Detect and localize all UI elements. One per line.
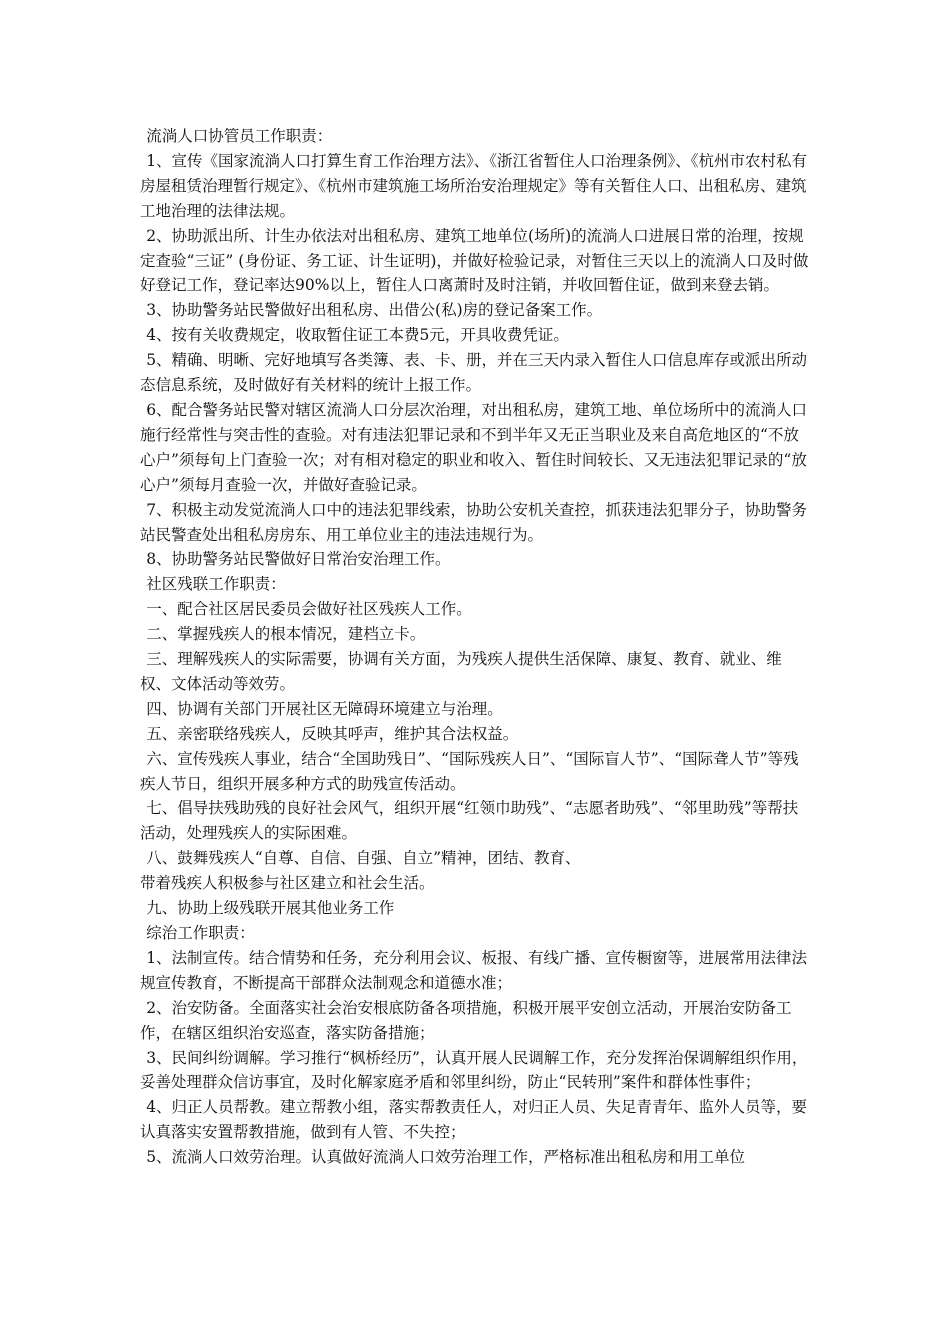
paragraph: 九、协助上级残联开展其他业务工作: [146, 899, 395, 918]
paragraph: 7、积极主动发觉流淌人口中的违法犯罪线索，协助公安机关查控，抓获违法犯罪分子，协助警务站民警查处出租私房房东、用工单位业主的违法违规行为。: [140, 500, 808, 544]
paragraph: 6、配合警务站民警对辖区流淌人口分层次治理，对出租私房，建筑工地、单位场所中的流淌人口施行经常性与突击性的查验。对有违法犯罪记录和不到半年又无正当职业及来自高危地区的“不放心户”须每旬上门查验一次；对有相对稳定的职业和收入、暂住时间较长、又无违法犯罪记录的“放心户”须每月查验一次，并做好查验记录。: [140, 400, 808, 494]
paragraph: 三、理解残疾人的实际需要，协调有关方面，为残疾人提供生活保障、康复、教育、就业、维权、文体活动等效劳。: [140, 650, 782, 693]
paragraph: 带着残疾人积极参与社区建立和社会生活。: [140, 874, 435, 893]
paragraph: 5、流淌人口效劳治理。认真做好流淌人口效劳治理工作，严格标准出租私房和用工单位: [146, 1148, 746, 1167]
document-body: [140, 124, 812, 1170]
paragraph: 五、亲密联络残疾人，反映其呼声，维护其合法权益。: [146, 724, 519, 743]
paragraph: 4、按有关收费规定，收取暂住证工本费5元，开具收费凭证。: [146, 326, 569, 345]
paragraph: 2、协助派出所、计生办依法对出租私房、建筑工地单位(场所)的流淌人口进展日常的治理，按规定查验“三证” (身份证、务工证、计生证明)，并做好检验记录，对暂住三天以上的流淌人口及时做好登记工作，登记率达90%以上，暂住人口离萧时及时注销，并收回暂住证，做到来登去销。: [140, 226, 809, 295]
paragraph: 2、治安防备。全面落实社会治安根底防备各项措施，积极开展平安创立活动，开展治安防备工作，在辖区组织治安巡查，落实防备措施；: [140, 998, 792, 1042]
paragraph: 二、掌握残疾人的根本情况，建档立卡。: [146, 625, 426, 644]
paragraph: 1、法制宣传。结合情势和任务，充分利用会议、板报、有线广播、宣传橱窗等，进展常用法律法规宣传教育，不断提高干部群众法制观念和道德水准；: [140, 948, 808, 992]
paragraph: 5、精确、明晰、完好地填写各类簿、表、卡、册，并在三天内录入暂住人口信息库存或派出所动态信息系统，及时做好有关材料的统计上报工作。: [140, 351, 808, 395]
paragraph: 七、倡导扶残助残的良好社会风气，组织开展“红领巾助残”、“志愿者助残”、“邻里助残”等帮扶活动，处理残疾人的实际困难。: [140, 799, 799, 843]
section-heading-comprehensive-governance: 综治工作职责：: [146, 924, 255, 942]
section-heading-migrant-coordinator: 流淌人口协管员工作职责：: [146, 127, 333, 145]
paragraph: 4、归正人员帮教。建立帮教小组，落实帮教责任人，对归正人员、失足青青年、监外人员等，要认真落实安置帮教措施，做到有人管、不失控；: [140, 1098, 808, 1142]
paragraph: 3、民间纠纷调解。学习推行“枫桥经历”，认真开展人民调解工作，充分发挥治保调解组织作用，妥善处理群众信访事宜，及时化解家庭矛盾和邻里纠纷，防止“民转刑”案件和群体性事件；: [140, 1048, 808, 1092]
paragraph: 一、配合社区居民委员会做好社区残疾人工作。: [146, 600, 472, 619]
paragraph: 1、宣传《国家流淌人口打算生育工作治理方法》、《浙江省暂住人口治理条例》、《杭州市农村私有房屋租赁治理暂行规定》、《杭州市建筑施工场所治安治理规定》等有关暂住人口、出租私房、建筑工地治理的法律法规。: [140, 151, 808, 220]
paragraph: 八、鼓舞残疾人“自尊、自信、自强、自立”精神，团结、教育、: [146, 849, 581, 868]
section-heading-disability-federation: 社区残联工作职责：: [146, 575, 286, 594]
paragraph: 3、协助警务站民警做好出租私房、出借公(私)房的登记备案工作。: [146, 301, 603, 320]
paragraph: 8、协助警务站民警做好日常治安治理工作。: [146, 550, 451, 569]
paragraph: 四、协调有关部门开展社区无障碍环境建立与治理。: [146, 699, 503, 718]
paragraph: 六、宣传残疾人事业，结合“全国助残日”、“国际残疾人日”、“国际盲人节”、“国际聋人节”等残疾人节日，组织开展多种方式的助残宣传活动。: [140, 749, 799, 793]
